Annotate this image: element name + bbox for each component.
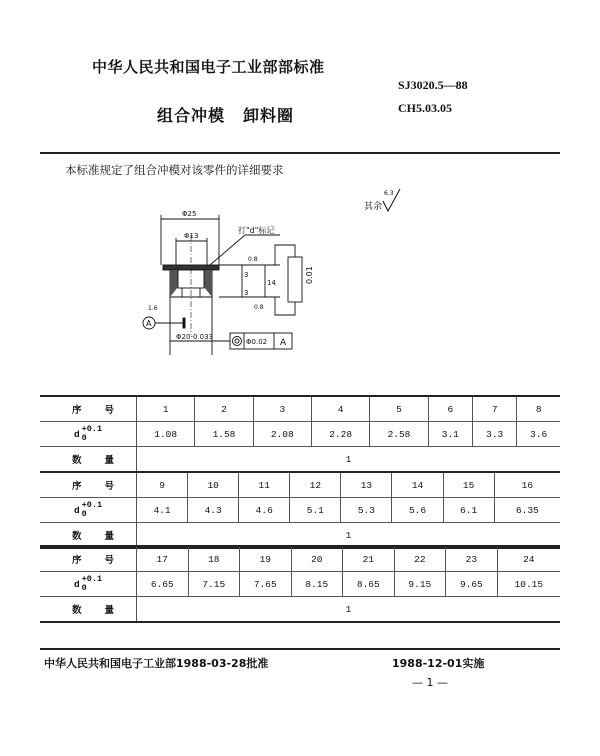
- roughness-value: 6.3: [384, 190, 394, 197]
- table-row-quantity: [40, 447, 560, 473]
- table-row-d: [40, 572, 560, 597]
- serial-cell: 24: [497, 546, 560, 572]
- d-value-cell: 6.65: [137, 572, 189, 597]
- serial-cell: 10: [188, 472, 239, 498]
- page-number: — 1 —: [412, 676, 448, 689]
- label-serial-b: 号: [104, 405, 114, 416]
- table-row-serial: [40, 396, 560, 422]
- concentricity-tolerance: Φ0.02: [246, 338, 268, 346]
- roughness-left: 1.6: [148, 305, 158, 312]
- d-value-cell: 6.1: [443, 498, 494, 523]
- serial-cell: 13: [341, 472, 392, 498]
- d-value-cell: 6.35: [494, 498, 560, 523]
- table-row-quantity: [40, 597, 560, 623]
- serial-cell: 21: [343, 546, 395, 572]
- d-value-cell: 4.1: [137, 498, 188, 523]
- title-part-1: 组合冲模: [157, 106, 226, 125]
- serial-cell: 2: [195, 396, 253, 422]
- d-value-cell: 1.08: [137, 422, 195, 447]
- label-qty-a: 数: [72, 531, 82, 542]
- d-value-cell: 8.15: [291, 572, 343, 597]
- dim-outer-diameter: Φ25: [182, 210, 197, 218]
- label-qty-b: 量: [104, 455, 114, 466]
- d-tolerance-label: d +0.1 0: [73, 574, 103, 593]
- d-value-cell: 2.08: [253, 422, 311, 447]
- label-serial-a: 序: [72, 481, 82, 492]
- label-serial-a: 序: [72, 555, 82, 566]
- dim-3-bottom: 3: [244, 289, 249, 297]
- d-tolerance-label: d +0.1 0: [73, 500, 103, 519]
- classification-code: CH5.03.05: [398, 101, 452, 115]
- label-qty-b: 量: [104, 531, 114, 542]
- issuing-organization: 中华人民共和国电子工业部部标准: [92, 58, 325, 76]
- serial-cell: 9: [137, 472, 188, 498]
- roughness-top: 0.8: [248, 256, 258, 263]
- concentricity-datum: A: [280, 338, 287, 348]
- roughness-label: 其余: [364, 202, 383, 212]
- quantity-cell: 1: [137, 523, 561, 549]
- serial-cell: 23: [446, 546, 498, 572]
- serial-cell: 11: [239, 472, 290, 498]
- d-value-cell: 8.65: [343, 572, 395, 597]
- serial-cell: 16: [494, 472, 560, 498]
- roughness-symbol-icon: [364, 187, 404, 213]
- table-row-serial: [40, 546, 560, 572]
- serial-cell: 7: [473, 396, 517, 422]
- approval-line: 中华人民共和国电子工业部1988-03-28批准: [44, 657, 269, 670]
- bottom-rule: [40, 648, 560, 650]
- d-value-cell: 2.28: [311, 422, 369, 447]
- d-value-cell: 5.6: [392, 498, 443, 523]
- label-qty-a: 数: [72, 605, 82, 616]
- d-tolerance-label: d +0.1 0: [73, 424, 103, 443]
- spec-table-3: [40, 545, 560, 623]
- table-row-d: [40, 498, 560, 523]
- d-value-cell: 5.1: [290, 498, 341, 523]
- spec-table-2: [40, 471, 560, 549]
- d-value-cell: 9.65: [446, 572, 498, 597]
- serial-cell: 22: [394, 546, 446, 572]
- serial-cell: 18: [188, 546, 240, 572]
- title-part-2: 卸料圈: [243, 106, 295, 125]
- serial-cell: 3: [253, 396, 311, 422]
- dim-3-top: 3: [244, 271, 249, 279]
- document-title: [157, 103, 294, 126]
- serial-cell: 17: [137, 546, 189, 572]
- d-value-cell: 5.3: [341, 498, 392, 523]
- d-value-cell: 7.15: [188, 572, 240, 597]
- dim-bottom-diameter: Φ20-0.033: [176, 333, 213, 341]
- top-rule: [40, 152, 560, 154]
- d-value-cell: 1.58: [195, 422, 253, 447]
- label-qty-b: 量: [104, 605, 114, 616]
- serial-cell: 14: [392, 472, 443, 498]
- datum-label: A: [146, 319, 152, 328]
- standard-code: SJ3020.5—88: [398, 78, 468, 92]
- serial-cell: 19: [240, 546, 292, 572]
- table-row-d: [40, 422, 560, 447]
- d-value-cell: 7.65: [240, 572, 292, 597]
- table-row-serial: [40, 472, 560, 498]
- effective-date: 1988-12-01实施: [392, 657, 485, 670]
- d-value-cell: 4.3: [188, 498, 239, 523]
- marking-note: 打"d"标记: [238, 226, 275, 235]
- d-value-cell: 10.15: [497, 572, 560, 597]
- label-serial-b: 号: [104, 481, 114, 492]
- part-drawing: [130, 205, 330, 355]
- serial-cell: 6: [428, 396, 472, 422]
- d-value-cell: 3.6: [517, 422, 560, 447]
- dim-height: 14: [267, 279, 276, 287]
- serial-cell: 5: [370, 396, 428, 422]
- label-serial-a: 序: [72, 405, 82, 416]
- serial-cell: 15: [443, 472, 494, 498]
- roughness-bottom: 0.8: [254, 304, 264, 311]
- quantity-cell: 1: [137, 597, 561, 623]
- serial-cell: 1: [137, 396, 195, 422]
- d-value-cell: 3.1: [428, 422, 472, 447]
- quantity-cell: 1: [137, 447, 561, 473]
- spec-table-1: [40, 395, 560, 473]
- parallelism-frame: 0.01: [305, 266, 314, 284]
- serial-cell: 20: [291, 546, 343, 572]
- d-value-cell: 3.3: [473, 422, 517, 447]
- serial-cell: 8: [517, 396, 560, 422]
- serial-cell: 12: [290, 472, 341, 498]
- d-value-cell: 2.58: [370, 422, 428, 447]
- roughness-note: [364, 187, 404, 216]
- d-value-cell: 4.6: [239, 498, 290, 523]
- dim-inner-diameter: Φ13: [184, 232, 199, 240]
- label-serial-b: 号: [104, 555, 114, 566]
- label-qty-a: 数: [72, 455, 82, 466]
- serial-cell: 4: [311, 396, 369, 422]
- d-value-cell: 9.15: [394, 572, 446, 597]
- intro-text: 本标准规定了组合冲模对该零件的详细要求: [65, 163, 284, 177]
